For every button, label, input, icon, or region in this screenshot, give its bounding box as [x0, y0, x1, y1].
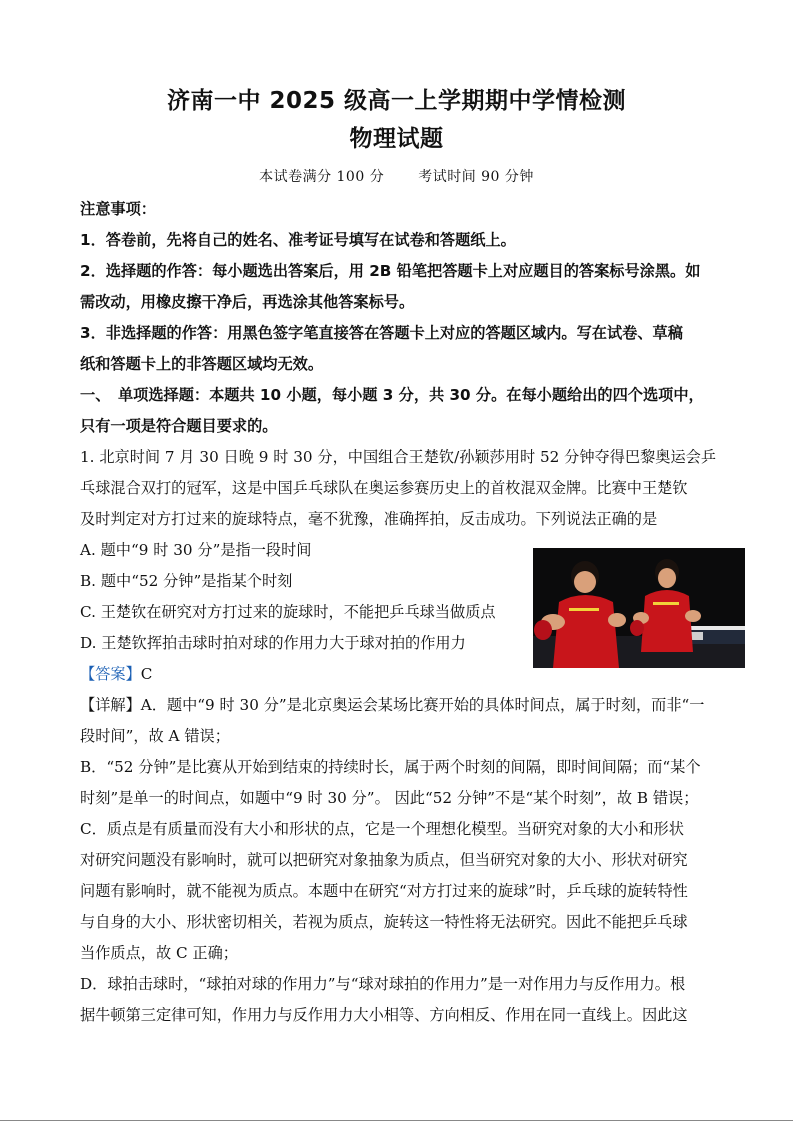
- note-item: 3．非选择题的作答：用黑色签字笔直接答在答题卡上对应的答题区域内。写在试卷、草稿: [80, 324, 683, 342]
- option-b: B. 题中“52 分钟”是指某个时刻: [80, 572, 293, 590]
- note-item: 2．选择题的作答：每小题选出答案后，用 2B 铅笔把答题卡上对应题目的答案标号涂黑。如: [80, 262, 701, 280]
- explanation-line: 当作质点，故 C 正确；: [80, 944, 238, 962]
- notes-heading: 注意事项：: [80, 200, 156, 218]
- option-a: A. 题中“9 时 30 分”是指一段时间: [80, 541, 312, 559]
- time-info: 考试时间 90 分钟: [418, 169, 534, 185]
- note-item: 需改动，用橡皮擦干净后，再选涂其他答案标号。: [80, 293, 415, 311]
- explanation-line: D．球拍击球时，“球拍对球的作用力”与“球对球拍的作用力”是一对作用力与反作用力。根: [80, 975, 686, 993]
- exam-info: [0, 166, 793, 186]
- explanation-line: 对研究问题没有影响时，就可以把研究对象抽象为质点，但当研究对象的大小、形状对研究: [80, 851, 688, 869]
- note-item: 1．答卷前，先将自己的姓名、准考证号填写在试卷和答题纸上。: [80, 231, 516, 249]
- explanation-line: C．质点是有质量而没有大小和形状的点，它是一个理想化模型。当研究对象的大小和形状: [80, 820, 684, 838]
- explanation-line: [80, 695, 720, 715]
- explanation-line: 与自身的大小、形状密切相关，若视为质点，旋转这一特性将无法研究。因此不能把乒乓球: [80, 913, 688, 931]
- score-info: 本试卷满分 100 分: [259, 169, 385, 185]
- answer-line: [80, 664, 720, 684]
- option-c: C. 王楚钦在研究对方打过来的旋球时，不能把乒乓球当做质点: [80, 603, 496, 621]
- question-stem: 乓球混合双打的冠军，这是中国乒乓球队在奥运参赛历史上的首枚混双金牌。比赛中王楚钦: [80, 479, 688, 497]
- question-stem: 及时判定对方打过来的旋球特点，毫不犹豫，准确挥拍，反击成功。下列说法正确的是: [80, 510, 658, 528]
- explanation-line: 据牛顿第三定律可知，作用力与反作用力大小相等、方向相反、作用在同一直线上。因此这: [80, 1006, 688, 1024]
- subject-title: 物理试题: [349, 126, 444, 152]
- section-heading: 一、 单项选择题：本题共 10 小题，每小题 3 分，共 30 分。在每小题给出的四个选项中，: [80, 386, 704, 404]
- answer-tag: 【答案】: [80, 665, 141, 683]
- explanation-line: 时刻”是单一的时间点，如题中“9 时 30 分”。 因此“52 分钟”不是“某个时刻”，故 B 错误；: [80, 789, 699, 807]
- section-heading-cont: 只有一项是符合题目要求的。: [80, 417, 278, 435]
- explanation-line: B．“52 分钟”是比赛从开始到结束的持续时长，属于两个时刻的间隔，即时间间隔；而“某个: [80, 758, 701, 776]
- exam-title: 济南一中 2025 级高一上学期期中学情检测: [166, 88, 627, 114]
- option-d: D. 王楚钦挥拍击球时拍对球的作用力大于球对拍的作用力: [80, 634, 466, 652]
- page-bottom-divider: [0, 1120, 793, 1121]
- explanation-line: 问题有影响时，就不能视为质点。本题中在研究“对方打过来的旋球”时，乒乓球的旋转特性: [80, 882, 688, 900]
- answer-value: C: [140, 665, 153, 683]
- explanation-text: A．题中“9 时 30 分”是北京奥运会某场比赛开始的具体时间点，属于时刻，而非“一: [140, 696, 705, 714]
- explanation-tag: 【详解】: [80, 696, 141, 714]
- question-stem: 1. 北京时间 7 月 30 日晚 9 时 30 分，中国组合王楚钦/孙颖莎用时 52 分钟夺得巴黎奥运会乒: [80, 448, 717, 466]
- table-tennis-photo: [533, 548, 745, 668]
- explanation-line: 段时间”，故 A 错误；: [80, 727, 230, 745]
- note-item: 纸和答题卡上的非答题区域均无效。: [80, 355, 323, 373]
